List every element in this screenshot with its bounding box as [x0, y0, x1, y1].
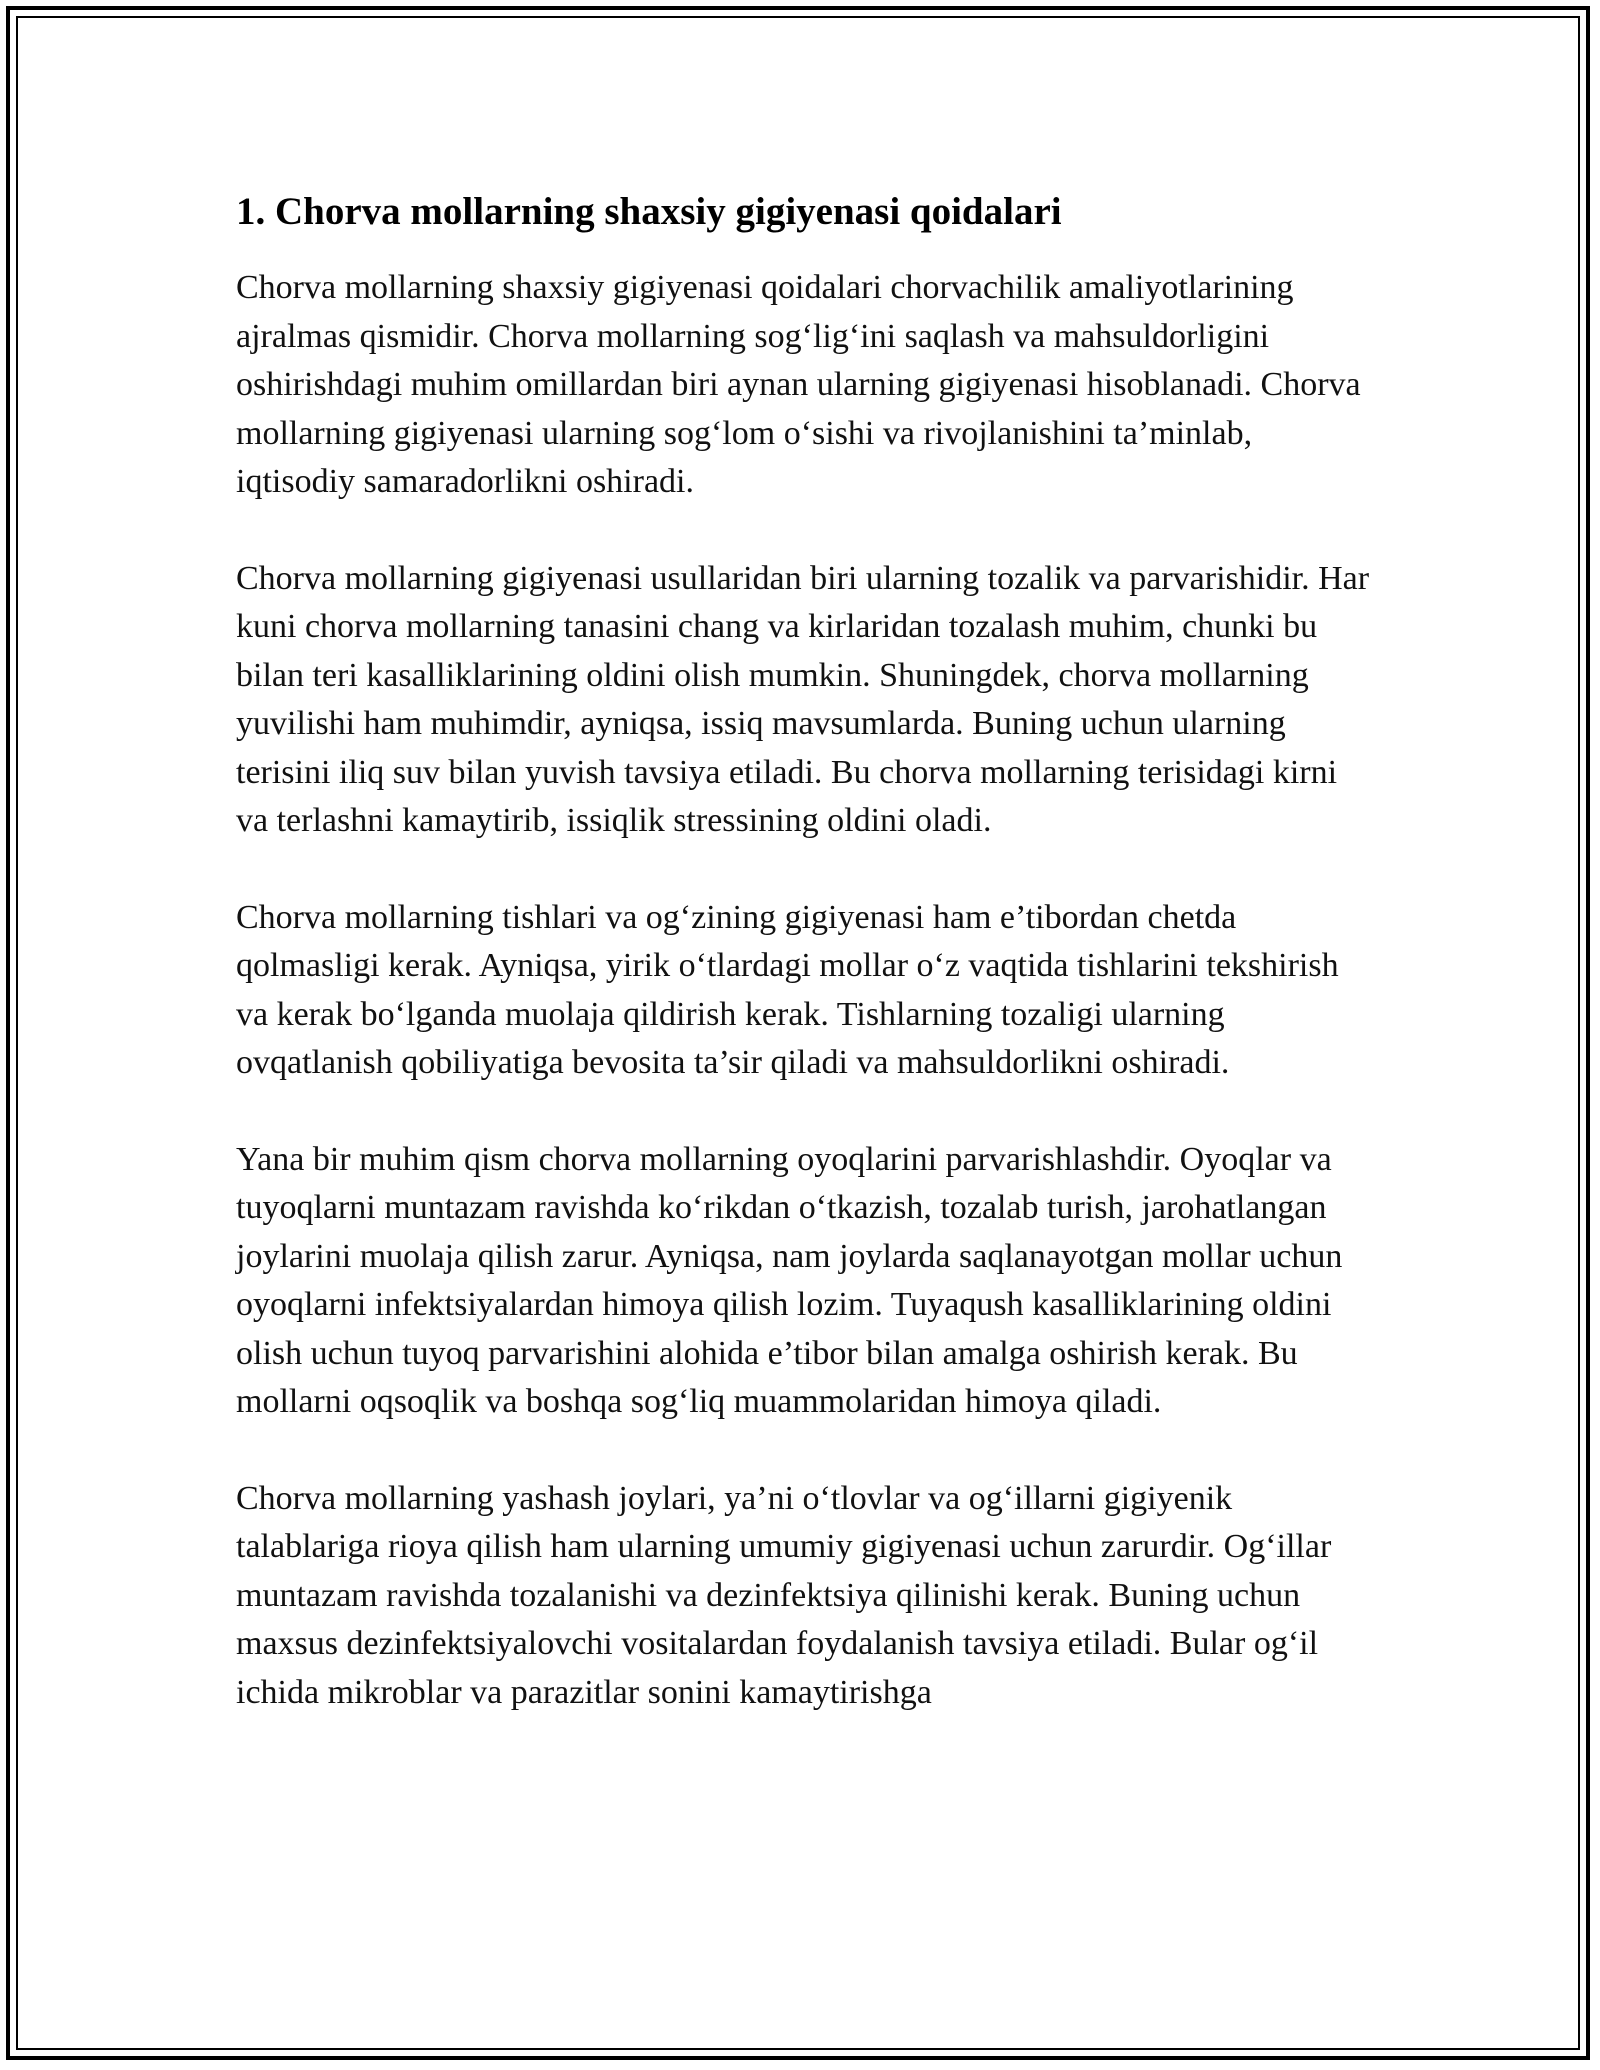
document-body [236, 186, 1376, 1717]
paragraph-5: Chorva mollarning yashash joylari, ya’ni o‘tlovlar va og‘illarni gigiyenik talablariga rioya qilish ham ularning umumiy gigiyenasi uchun zarurdir. Og‘illar muntazam ravishda tozalanishi va dezinfektsiya qilinishi kerak. Buning uchun maxsus dezinfektsiyalovchi vositalardan foydalanish tavsiya etiladi. Bular og‘il ichida mikroblar va parazitlar sonini kamaytirishga [236, 1479, 1332, 1711]
section-heading: 1. Chorva mollarning shaxsiy gigiyenasi qoidalari [236, 190, 1062, 233]
paragraph-1: Chorva mollarning shaxsiy gigiyenasi qoidalari chorvachilik amaliyotlarining ajralmas qismidir. Chorva mollarning sog‘lig‘ini saqlash va mahsuldorligini oshirishdagi muhim omillardan biri aynan ularning gigiyenasi hisoblanadi. Chorva mollarning gigiyenasi ularning sog‘lom o‘sishi va rivojlanishini ta’minlab, iqtisodiy samaradorlikni oshiradi. [236, 269, 1361, 500]
paragraph-4: Yana bir muhim qism chorva mollarning oyoqlarini parvarishlashdir. Oyoqlar va tuyoqlarni muntazam ravishda ko‘rikdan o‘tkazish, tozalab turish, jarohatlangan joylarini muolaja qilish zarur. Ayniqsa, nam joylarda saqlanayotgan mollar uchun oyoqlarni infektsiyalardan himoya qilish lozim. Tuyaqush kasalliklarining oldini olish uchun tuyoq parvarishini alohida e’tibor bilan amalga oshirish kerak. Bu mollarni oqsoqlik va boshqa sog‘liq muammolaridan himoya qiladi. [236, 1140, 1343, 1420]
paragraph-3: Chorva mollarning tishlari va og‘zining gigiyenasi ham e’tibordan chetda qolmasligi kerak. Ayniqsa, yirik o‘tlardagi mollar o‘z vaqtida tishlarini tekshirish va kerak bo‘lganda muolaja qildirish kerak. Tishlarning tozaligi ularning ovqatlanish qobiliyatiga bevosita ta’sir qiladi va mahsuldorlikni oshiradi. [236, 898, 1339, 1081]
paragraph-2: Chorva mollarning gigiyenasi usullaridan biri ularning tozalik va parvarishidir. Har kuni chorva mollarning tanasini chang va kirlaridan tozalash muhim, chunki bu bilan teri kasalliklarining oldini olish mumkin. Shuningdek, chorva mollarning yuvilishi ham muhimdir, ayniqsa, issiq mavsumlarda. Buning uchun ularning terisini iliq suv bilan yuvish tavsiya etiladi. Bu chorva mollarning terisidagi kirni va terlashni kamaytirib, issiqlik stressining oldini oladi. [236, 559, 1370, 839]
